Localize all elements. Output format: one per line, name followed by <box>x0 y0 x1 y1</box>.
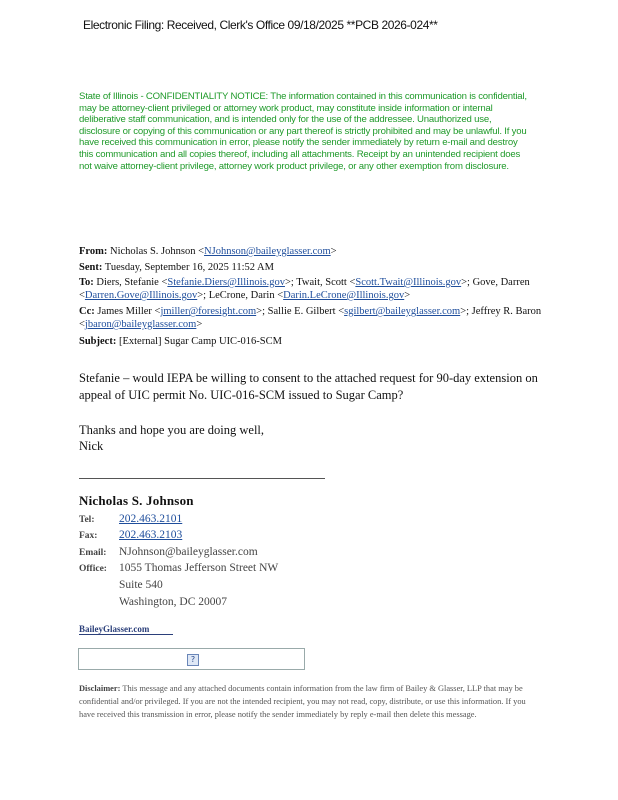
from-label: From: <box>79 246 108 257</box>
cc-text-3: >; Jeffrey R. Baron < <box>79 306 542 330</box>
disclaimer-label: Disclaimer: <box>79 684 121 693</box>
signature-image-placeholder <box>78 648 305 670</box>
cc-end: > <box>196 319 203 330</box>
disclaimer <box>79 683 534 721</box>
disclaimer-text: This message and any attached documents contain information from the law firm of Bailey & Glasser, LLP that may be confidential and/or privileged. If you are not the intended recipient, you may not read, copy, distribute, or use this information. If you have received this transmission in error, please notify the sender immediately by reply e-mail then delete this message. <box>79 684 526 719</box>
from-line <box>79 245 549 258</box>
subject-value: [External] Sugar Camp UIC-016-SCM <box>118 336 282 347</box>
to-email-link-2[interactable]: Scott.Twait@Illinois.gov <box>355 277 462 288</box>
tel-label: Tel: <box>79 515 95 525</box>
signature-fax-row <box>79 529 182 541</box>
to-email-link-1[interactable]: Stefanie.Diers@Illinois.gov <box>167 277 285 288</box>
office-address-line-1: 1055 Thomas Jefferson Street NW <box>119 562 279 574</box>
cc-text-1: James Miller < <box>97 306 161 317</box>
from-name: Nicholas S. Johnson < <box>110 246 205 257</box>
cc-label: Cc: <box>79 306 95 317</box>
signature-email[interactable]: NJohnson@baileyglasser.com <box>119 546 258 558</box>
signature-office-row <box>79 562 119 574</box>
cc-line <box>79 305 549 331</box>
to-email-link-4[interactable]: Darin.LeCrone@Illinois.gov <box>283 290 405 301</box>
cc-text-2: >; Sallie E. Gilbert < <box>256 306 345 317</box>
signature-tel-row <box>79 513 182 525</box>
email-closing: Thanks and hope you are doing well, <box>79 423 265 437</box>
to-email-link-3[interactable]: Darren.Gove@Illinois.gov <box>84 290 198 301</box>
email-label: Email: <box>79 548 107 558</box>
signature-email-row <box>79 546 258 558</box>
firm-website-link[interactable]: BaileyGlasser.com <box>79 624 173 635</box>
subject-line <box>79 335 549 348</box>
email-body-paragraph: Stefanie – would IEPA be willing to consent to the attached request for 90-day extension on appeal of UIC permit No. UIC-016-SCM issued to Sugar Camp? <box>79 371 538 402</box>
from-email-link[interactable]: NJohnson@baileyglasser.com <box>204 246 331 257</box>
to-line <box>79 276 549 302</box>
signature-divider <box>79 478 325 479</box>
to-text-1: Diers, Stefanie < <box>96 277 168 288</box>
to-text-4: >; LeCrone, Darin < <box>197 290 284 301</box>
to-label: To: <box>79 277 94 288</box>
filing-stamp: Electronic Filing: Received, Clerk's Office 09/18/2025 **PCB 2026-024** <box>83 18 438 32</box>
signature-name: Nicholas S. Johnson <box>79 493 194 508</box>
office-address-line-2: Suite 540 <box>119 579 163 591</box>
cc-email-link-1[interactable]: jmiller@foresight.com <box>160 306 257 317</box>
to-end: > <box>404 290 411 301</box>
subject-label: Subject: <box>79 336 117 347</box>
sent-label: Sent: <box>79 262 103 273</box>
sent-value: Tuesday, September 16, 2025 11:52 AM <box>104 262 274 273</box>
broken-image-icon: ? <box>187 654 199 666</box>
cc-email-link-3[interactable]: jbaron@baileyglasser.com <box>84 319 197 330</box>
to-text-3: >; Gove, Darren < <box>79 277 530 301</box>
office-address-line-3: Washington, DC 20007 <box>119 596 228 608</box>
office-address <box>119 560 278 611</box>
sent-line <box>79 261 549 274</box>
to-text-2: >; Twait, Scott < <box>284 277 356 288</box>
email-signoff: Nick <box>79 439 104 453</box>
cc-email-link-2[interactable]: sgilbert@baileyglasser.com <box>344 306 461 317</box>
from-end: > <box>330 246 337 257</box>
confidentiality-notice: State of Illinois - CONFIDENTIALITY NOTICE: The information contained in this communication is confidential, may be attorney-client privileged or attorney work product, may constitute inside information or internal deliberative staff communication, and is intended only for the use of the addressee. Unauthorized use, disclosure or copying of this communication or any part thereof is strictly prohibited and may be unlawful. If you have received this communication in error, please notify the sender immediately by return e-mail and destroy this communication and all copies thereof, including all attachments. Receipt by an unintended recipient does not waive attorney-client privilege, attorney work product privilege, or any other exemption from disclosure. <box>79 91 527 172</box>
fax-link[interactable]: 202.463.2103 <box>119 529 183 541</box>
tel-link[interactable]: 202.463.2101 <box>119 513 183 525</box>
fax-label: Fax: <box>79 531 98 541</box>
office-label: Office: <box>79 564 107 574</box>
